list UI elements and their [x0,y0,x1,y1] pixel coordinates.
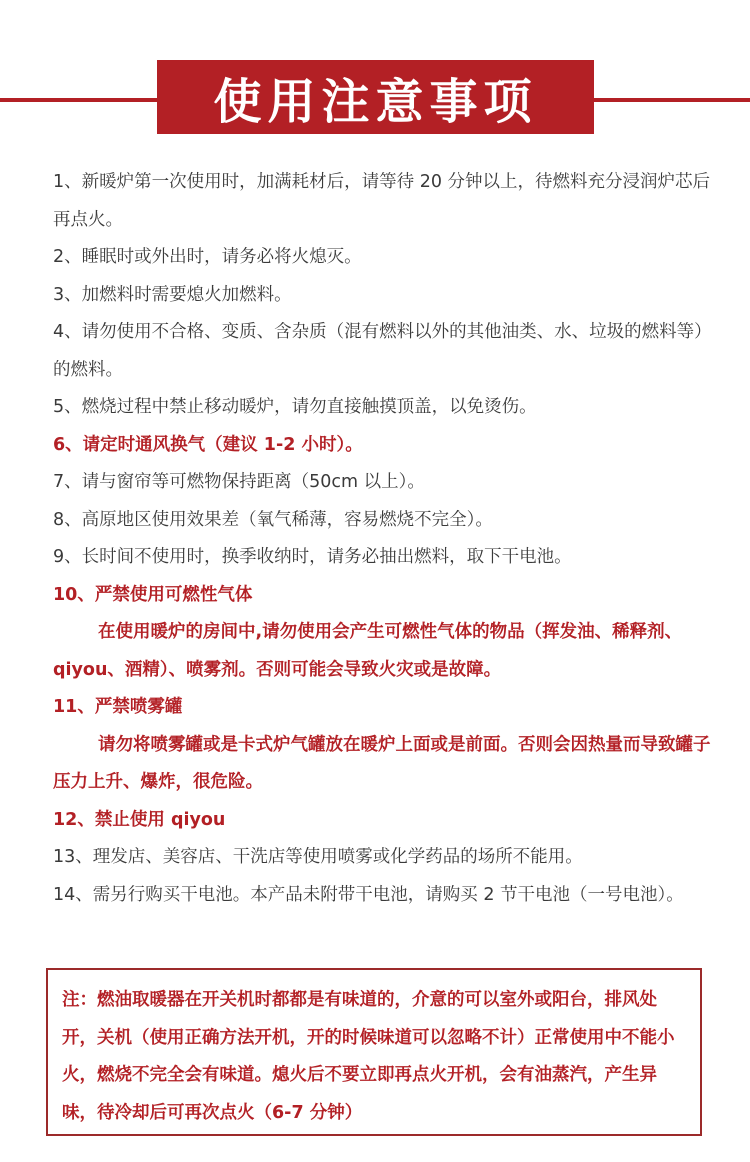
list-item-heading: 12、禁止使用 qiyou [53,809,226,830]
notice-text: 注：燃油取暖器在开关机时都都是有味道的，介意的可以室外或阳台，排风处开，关机（使用正确方法开机，开的时候味道可以忽略不计）正常使用中不能小火，燃烧不完全会有味道。熄火后不要立即再点火开机，会有油蒸汽，产生异味，待冷却后可再次点火（6-7 分钟） [62,990,675,1123]
list-item: 3、加燃料时需要熄火加燃料。 [53,284,292,305]
notice-box [46,968,702,1136]
list-item-detail: 请勿将喷雾罐或是卡式炉气罐放在暖炉上面或是前面。否则会因热量而导致罐子压力上升、爆炸，很危险。 [53,734,711,792]
page-title-banner [157,60,594,134]
list-item: 13、理发店、美容店、干洗店等使用喷雾或化学药品的场所不能用。 [53,847,583,867]
list-item: 1、新暖炉第一次使用时，加满耗材后，请等待 20 分钟以上，待燃料充分浸润炉芯后再点火。 [53,172,711,230]
list-item-detail: 在使用暖炉的房间中,请勿使用会产生可燃性气体的物品（挥发油、稀释剂、qiyou、酒精）、喷雾剂。否则可能会导致火灾或是故障。 [53,622,683,680]
list-item: 2、睡眠时或外出时，请务必将火熄灭。 [53,247,362,267]
precautions-list [53,164,713,914]
list-item: 5、燃烧过程中禁止移动暖炉，请勿直接触摸顶盖，以免烫伤。 [53,397,537,417]
list-item: 14、需另行购买干电池。本产品未附带干电池，请购买 2 节干电池（一号电池）。 [53,884,684,905]
list-item-heading: 11、严禁喷雾罐 [53,697,183,717]
list-item-highlight: 6、请定时通风换气（建议 1-2 小时）。 [53,434,363,455]
list-item: 8、高原地区使用效果差（氧气稀薄，容易燃烧不完全）。 [53,509,493,530]
list-item: 9、长时间不使用时，换季收纳时，请务必抽出燃料，取下干电池。 [53,547,572,567]
list-item: 7、请与窗帘等可燃物保持距离（50cm 以上）。 [53,472,425,492]
list-item: 4、请勿使用不合格、变质、含杂质（混有燃料以外的其他油类、水、垃圾的燃料等）的燃料。 [53,322,712,380]
page-title: 使用注意事项 [213,73,538,130]
list-item-heading: 10、严禁使用可燃性气体 [53,584,253,605]
